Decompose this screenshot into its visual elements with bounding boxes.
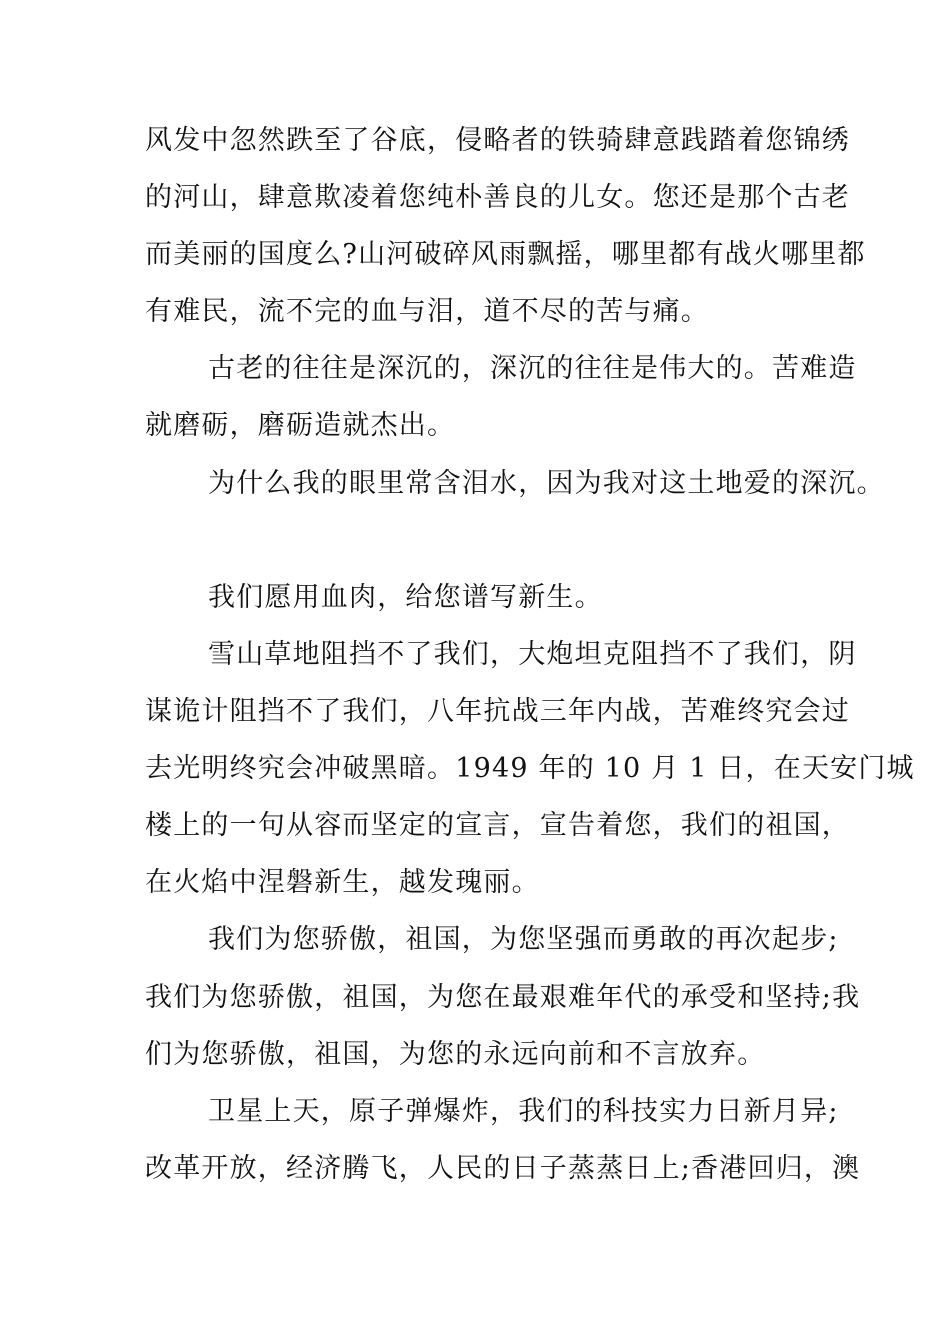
text-line: 们为您骄傲，祖国，为您的永远向前和不言放弃。 — [145, 1039, 766, 1070]
text-line: 风发中忽然跌至了谷底，侵略者的铁骑肆意践踏着您锦绣 — [145, 125, 850, 156]
text-line: 我们愿用血肉，给您谱写新生。 — [208, 582, 603, 613]
text-line: 的河山，肆意欺凌着您纯朴善良的儿女。您还是那个古老 — [145, 182, 850, 213]
text-line: 古老的往往是深沉的，深沉的往往是伟大的。苦难造 — [208, 353, 857, 384]
text-line: 就磨砺，磨砺造就杰出。 — [145, 410, 456, 441]
text-line: 为什么我的眼里常含泪水，因为我对这土地爱的深沉。 — [208, 468, 885, 499]
text-line: 我们为您骄傲，祖国，为您坚强而勇敢的再次起步; — [208, 924, 839, 955]
text-line: 楼上的一句从容而坚定的宣言，宣告着您，我们的祖国， — [145, 810, 850, 841]
text-line: 谋诡计阻挡不了我们，八年抗战三年内战，苦难终究会过 — [145, 696, 850, 727]
text-line: 在火焰中涅磐新生，越发瑰丽。 — [145, 867, 540, 898]
text-line: 雪山草地阻挡不了我们，大炮坦克阻挡不了我们，阴 — [208, 639, 857, 670]
text-line: 改革开放，经济腾飞，人民的日子蒸蒸日上;香港回归，澳 — [145, 1153, 861, 1184]
text-line: 卫星上天，原子弹爆炸，我们的科技实力日新月异; — [208, 1096, 839, 1127]
text-line: 我们为您骄傲，祖国，为您在最艰难年代的承受和坚持;我 — [145, 982, 861, 1013]
text-line: 有难民，流不完的血与泪，道不尽的苦与痛。 — [145, 296, 709, 327]
text-line: 而美丽的国度么?山河破碎风雨飘摇，哪里都有战火哪里都 — [145, 239, 866, 270]
text-line: 去光明终究会冲破黑暗。1949 年的 10 月 1 日，在天安门城 — [145, 753, 915, 784]
